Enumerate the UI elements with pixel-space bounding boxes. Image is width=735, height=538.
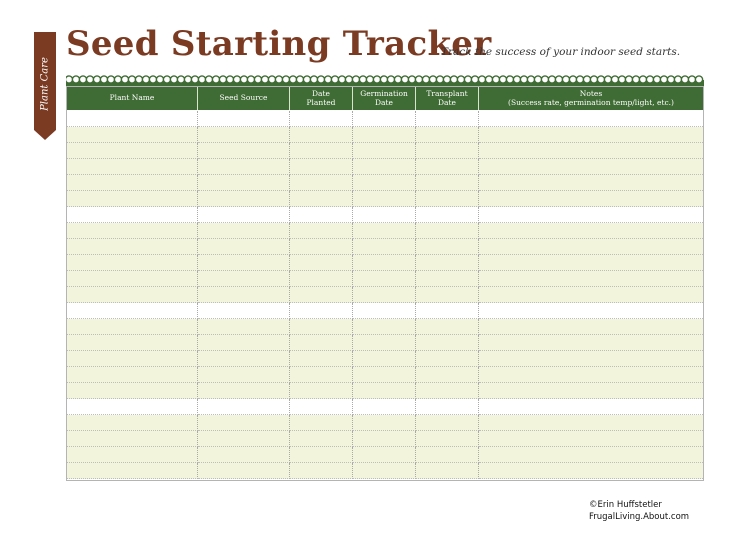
table-cell	[416, 431, 479, 447]
table-cell	[290, 463, 353, 479]
table-cell	[67, 447, 198, 463]
table-row	[67, 111, 703, 127]
table-cell	[67, 367, 198, 383]
table-row	[67, 303, 703, 319]
table-cell	[198, 159, 290, 175]
table-row	[67, 335, 703, 351]
credit-author: ©Erin Huffstetler	[589, 500, 662, 510]
table-cell	[67, 415, 198, 431]
table-cell	[198, 191, 290, 207]
table-cell	[479, 463, 703, 479]
table-cell	[198, 207, 290, 223]
table-cell	[416, 351, 479, 367]
table-cell	[479, 351, 703, 367]
table-cell	[290, 335, 353, 351]
table-cell	[290, 431, 353, 447]
table-cell	[67, 159, 198, 175]
table-row	[67, 207, 703, 223]
table-cell	[353, 399, 416, 415]
table-cell	[479, 287, 703, 303]
table-cell	[290, 367, 353, 383]
table-cell	[198, 399, 290, 415]
table-row	[67, 127, 703, 143]
col-notes-sublabel: (Success rate, germination temp/light, etc.)	[508, 97, 674, 107]
table-cell	[416, 239, 479, 255]
table-cell	[479, 367, 703, 383]
table-cell	[416, 191, 479, 207]
table-cell	[198, 335, 290, 351]
page-title: Seed Starting Tracker	[66, 24, 492, 64]
table-cell	[353, 191, 416, 207]
table-row	[67, 415, 703, 431]
table-cell	[67, 175, 198, 191]
table-cell	[290, 175, 353, 191]
table-cell	[416, 159, 479, 175]
table-cell	[479, 303, 703, 319]
table-cell	[353, 143, 416, 159]
table-cell	[479, 383, 703, 399]
table-cell	[416, 175, 479, 191]
table-cell	[198, 287, 290, 303]
table-cell	[353, 271, 416, 287]
table-row	[67, 191, 703, 207]
table-cell	[416, 399, 479, 415]
table-cell	[416, 463, 479, 479]
table-row	[67, 159, 703, 175]
table-cell	[416, 207, 479, 223]
table-cell	[290, 159, 353, 175]
table-row	[67, 255, 703, 271]
table-row	[67, 271, 703, 287]
table-cell	[290, 191, 353, 207]
col-seed-source-label: Seed Source	[219, 93, 268, 103]
table-cell	[353, 319, 416, 335]
table-cell	[67, 207, 198, 223]
table-cell	[479, 271, 703, 287]
table-cell	[479, 399, 703, 415]
table-cell	[479, 191, 703, 207]
table-cell	[416, 303, 479, 319]
table-cell	[353, 415, 416, 431]
table-cell	[416, 335, 479, 351]
table-cell	[67, 303, 198, 319]
table-cell	[479, 239, 703, 255]
table-row	[67, 463, 703, 479]
table-cell	[416, 415, 479, 431]
table-cell	[479, 335, 703, 351]
table-cell	[198, 319, 290, 335]
table-row	[67, 287, 703, 303]
table-cell	[479, 143, 703, 159]
table-cell	[67, 383, 198, 399]
table-cell	[290, 399, 353, 415]
table-cell	[479, 431, 703, 447]
table-cell	[290, 319, 353, 335]
table-cell	[353, 255, 416, 271]
table-cell	[416, 287, 479, 303]
table-cell	[67, 335, 198, 351]
credit-website: FrugalLiving.About.com	[589, 512, 690, 522]
table-cell	[290, 127, 353, 143]
table-cell	[67, 111, 198, 127]
table-cell	[198, 431, 290, 447]
table-cell	[290, 255, 353, 271]
table-row	[67, 399, 703, 415]
table-cell	[290, 207, 353, 223]
table-cell	[198, 223, 290, 239]
table-cell	[479, 447, 703, 463]
table-cell	[479, 159, 703, 175]
table-row	[67, 319, 703, 335]
table-cell	[290, 223, 353, 239]
table-cell	[479, 175, 703, 191]
table-cell	[67, 319, 198, 335]
table-cell	[198, 239, 290, 255]
table-cell	[416, 255, 479, 271]
table-cell	[198, 447, 290, 463]
table-cell	[67, 351, 198, 367]
col-germination-date-label: Germination Date	[360, 89, 408, 107]
table-row	[67, 175, 703, 191]
table-cell	[479, 255, 703, 271]
col-seed-source	[198, 87, 290, 110]
table-row	[67, 367, 703, 383]
table-cell	[290, 383, 353, 399]
table-cell	[290, 287, 353, 303]
table-row	[67, 431, 703, 447]
table-cell	[353, 431, 416, 447]
table-cell	[67, 399, 198, 415]
table-cell	[353, 447, 416, 463]
table-cell	[67, 191, 198, 207]
table-cell	[198, 383, 290, 399]
table-cell	[198, 303, 290, 319]
table-cell	[479, 207, 703, 223]
table-cell	[67, 255, 198, 271]
table-cell	[198, 351, 290, 367]
table-cell	[290, 415, 353, 431]
table-cell	[198, 175, 290, 191]
table-cell	[416, 319, 479, 335]
table-cell	[479, 127, 703, 143]
col-plant-name	[67, 87, 198, 110]
table-cell	[353, 287, 416, 303]
table-cell	[479, 223, 703, 239]
table-cell	[67, 463, 198, 479]
table-cell	[290, 239, 353, 255]
table-cell	[290, 111, 353, 127]
table-cell	[290, 271, 353, 287]
table-cell	[290, 143, 353, 159]
table-cell	[67, 143, 198, 159]
col-germination-date	[353, 87, 416, 110]
table-cell	[198, 367, 290, 383]
table-cell	[353, 111, 416, 127]
table-cell	[353, 383, 416, 399]
table-cell	[67, 431, 198, 447]
table-cell	[67, 287, 198, 303]
table-cell	[67, 271, 198, 287]
table-cell	[416, 367, 479, 383]
table-cell	[353, 303, 416, 319]
table-cell	[416, 271, 479, 287]
table-cell	[353, 335, 416, 351]
table-cell	[353, 207, 416, 223]
table-cell	[67, 127, 198, 143]
table-cell	[353, 175, 416, 191]
table-cell	[353, 351, 416, 367]
table-cell	[290, 447, 353, 463]
table-cell	[353, 463, 416, 479]
table-cell	[479, 415, 703, 431]
table-header	[67, 87, 703, 110]
table-cell	[290, 303, 353, 319]
table-cell	[67, 239, 198, 255]
table-row	[67, 239, 703, 255]
table-cell	[353, 367, 416, 383]
col-date-planted-label: Date Planted	[306, 89, 336, 107]
plant-care-tab	[34, 32, 56, 140]
table-cell	[198, 143, 290, 159]
table-cell	[416, 223, 479, 239]
page-subtitle: Track the success of your indoor seed starts.	[441, 46, 681, 58]
table-cell	[353, 223, 416, 239]
table-row	[67, 351, 703, 367]
table-cell	[416, 447, 479, 463]
table-cell	[198, 271, 290, 287]
table-body	[67, 111, 703, 479]
scalloped-border	[66, 73, 704, 86]
table-cell	[479, 319, 703, 335]
plant-care-label: Plant Care	[39, 57, 51, 111]
col-notes	[479, 87, 703, 110]
table-cell	[198, 463, 290, 479]
copyright-credit	[589, 499, 689, 523]
table-cell	[353, 127, 416, 143]
table-cell	[416, 383, 479, 399]
table-row	[67, 223, 703, 239]
table-cell	[198, 127, 290, 143]
table-cell	[479, 111, 703, 127]
col-transplant-date-label: Transplant Date	[426, 89, 468, 107]
table-cell	[353, 159, 416, 175]
table-cell	[198, 255, 290, 271]
col-date-planted	[290, 87, 353, 110]
table-row	[67, 383, 703, 399]
table-cell	[416, 127, 479, 143]
table-cell	[416, 143, 479, 159]
tracker-sheet	[66, 86, 704, 481]
table-cell	[353, 239, 416, 255]
table-cell	[290, 351, 353, 367]
table-row	[67, 143, 703, 159]
col-plant-name-label: Plant Name	[109, 93, 155, 103]
table-cell	[416, 111, 479, 127]
col-notes-label: Notes	[579, 89, 603, 98]
table-cell	[198, 111, 290, 127]
table-cell	[198, 415, 290, 431]
col-transplant-date	[416, 87, 479, 110]
table-row	[67, 447, 703, 463]
table-cell	[67, 223, 198, 239]
